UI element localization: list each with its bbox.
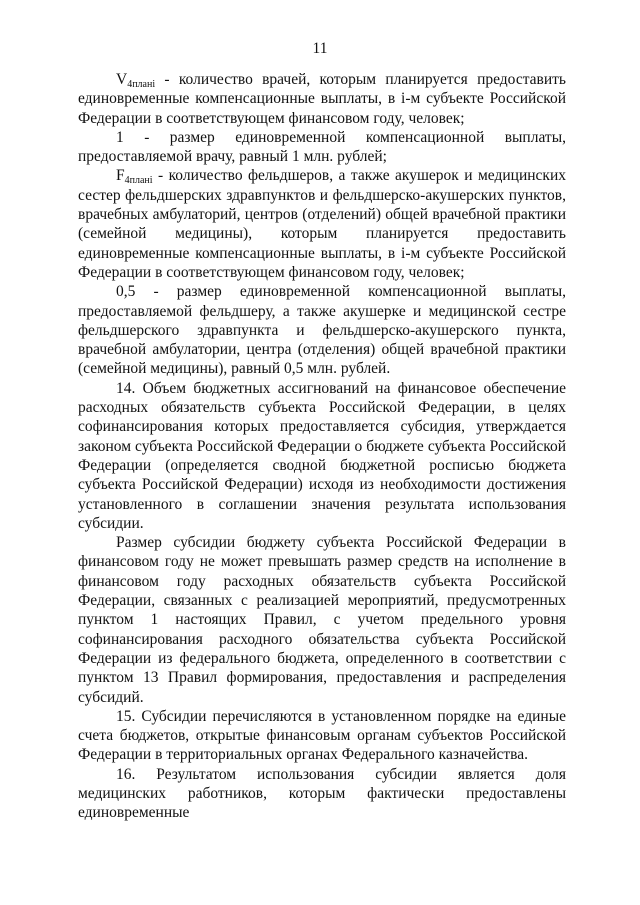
paragraph-feldsher-payment: 0,5 - размер единовременной компенсационной выплаты, предоставляемой фельдшеру, а также акушерке и медицинской сестре фельдшерского здравпункта и фельдшерско-акушерского пункта, врачебной амбулатории, центра (отделения) общей врачебной практики (семейной медицины), равный 0,5 млн. рублей. xyxy=(78,283,566,378)
paragraph-f4-definition xyxy=(78,166,566,282)
page-number: 11 xyxy=(312,40,328,57)
paragraph-section-16: 16. Результатом использования субсидии является доля медицинских работников, которым фактически предоставлены единовременные xyxy=(78,765,566,822)
paragraph-subsidy-size: Размер субсидии бюджету субъекта Российской Федерации в финансовом году не может превышать размер средств на исполнение в финансовом году расходных обязательств субъекта Российской Федерации, связанных с реализацией мероприятий, предусмотренных пунктом 1 настоящих Правил, с учетом предельного уровня софинансирования расходного обязательства субъекта Российской Федерации из федерального бюджета, определенного в соответствии с пунктом 13 Правил формирования, предоставления и распределения субсидий. xyxy=(78,534,566,706)
variable-subscript: 4плані xyxy=(127,79,156,90)
paragraph-text: - количество врачей, которым планируется предоставить единовременные компенсационные выплаты, в i-м субъекте Российской Федерации в соответствующем финансовом году, человек; xyxy=(78,71,566,127)
paragraph-text: - количество фельдшеров, а также акушерок и медицинских сестер фельдшерских здравпунктов и фельдшерско-акушерских пунктов, врачебных амбулаторий, центров (отделений) общей врачебной практики (семейной медицины), которым планируется предоставить единовременные компенсационные выплаты, в i-м субъекте Российской Федерации в соответствующем финансовом году, человек; xyxy=(78,167,566,281)
paragraph-section-14: 14. Объем бюджетных ассигнований на финансовое обеспечение расходных обязательств субъекта Российской Федерации, в целях софинансирования которых предоставляется субсидия, утверждается законом субъекта Российской Федерации о бюджете субъекта Российской Федерации (определяется сводной бюджетной росписью бюджета субъекта Российской Федерации) исходя из необходимости достижения установленного в соглашении значения результата использования субсидии. xyxy=(78,379,566,532)
paragraph-v4-definition xyxy=(78,70,566,128)
variable-subscript: 4плані xyxy=(124,175,153,187)
variable-symbol: V xyxy=(116,71,128,88)
body-text xyxy=(78,70,566,823)
paragraph-doctor-payment: 1 - размер единовременной компенсационной выплаты, предоставляемой врачу, равный 1 млн. рублей; xyxy=(78,128,566,166)
variable-symbol: F xyxy=(116,167,125,185)
paragraph-section-15: 15. Субсидии перечисляются в установленном порядке на единые счета бюджетов, открытые финансовым органам субъектов Российской Федерации в территориальных органах Федерального казначейства. xyxy=(78,707,566,764)
